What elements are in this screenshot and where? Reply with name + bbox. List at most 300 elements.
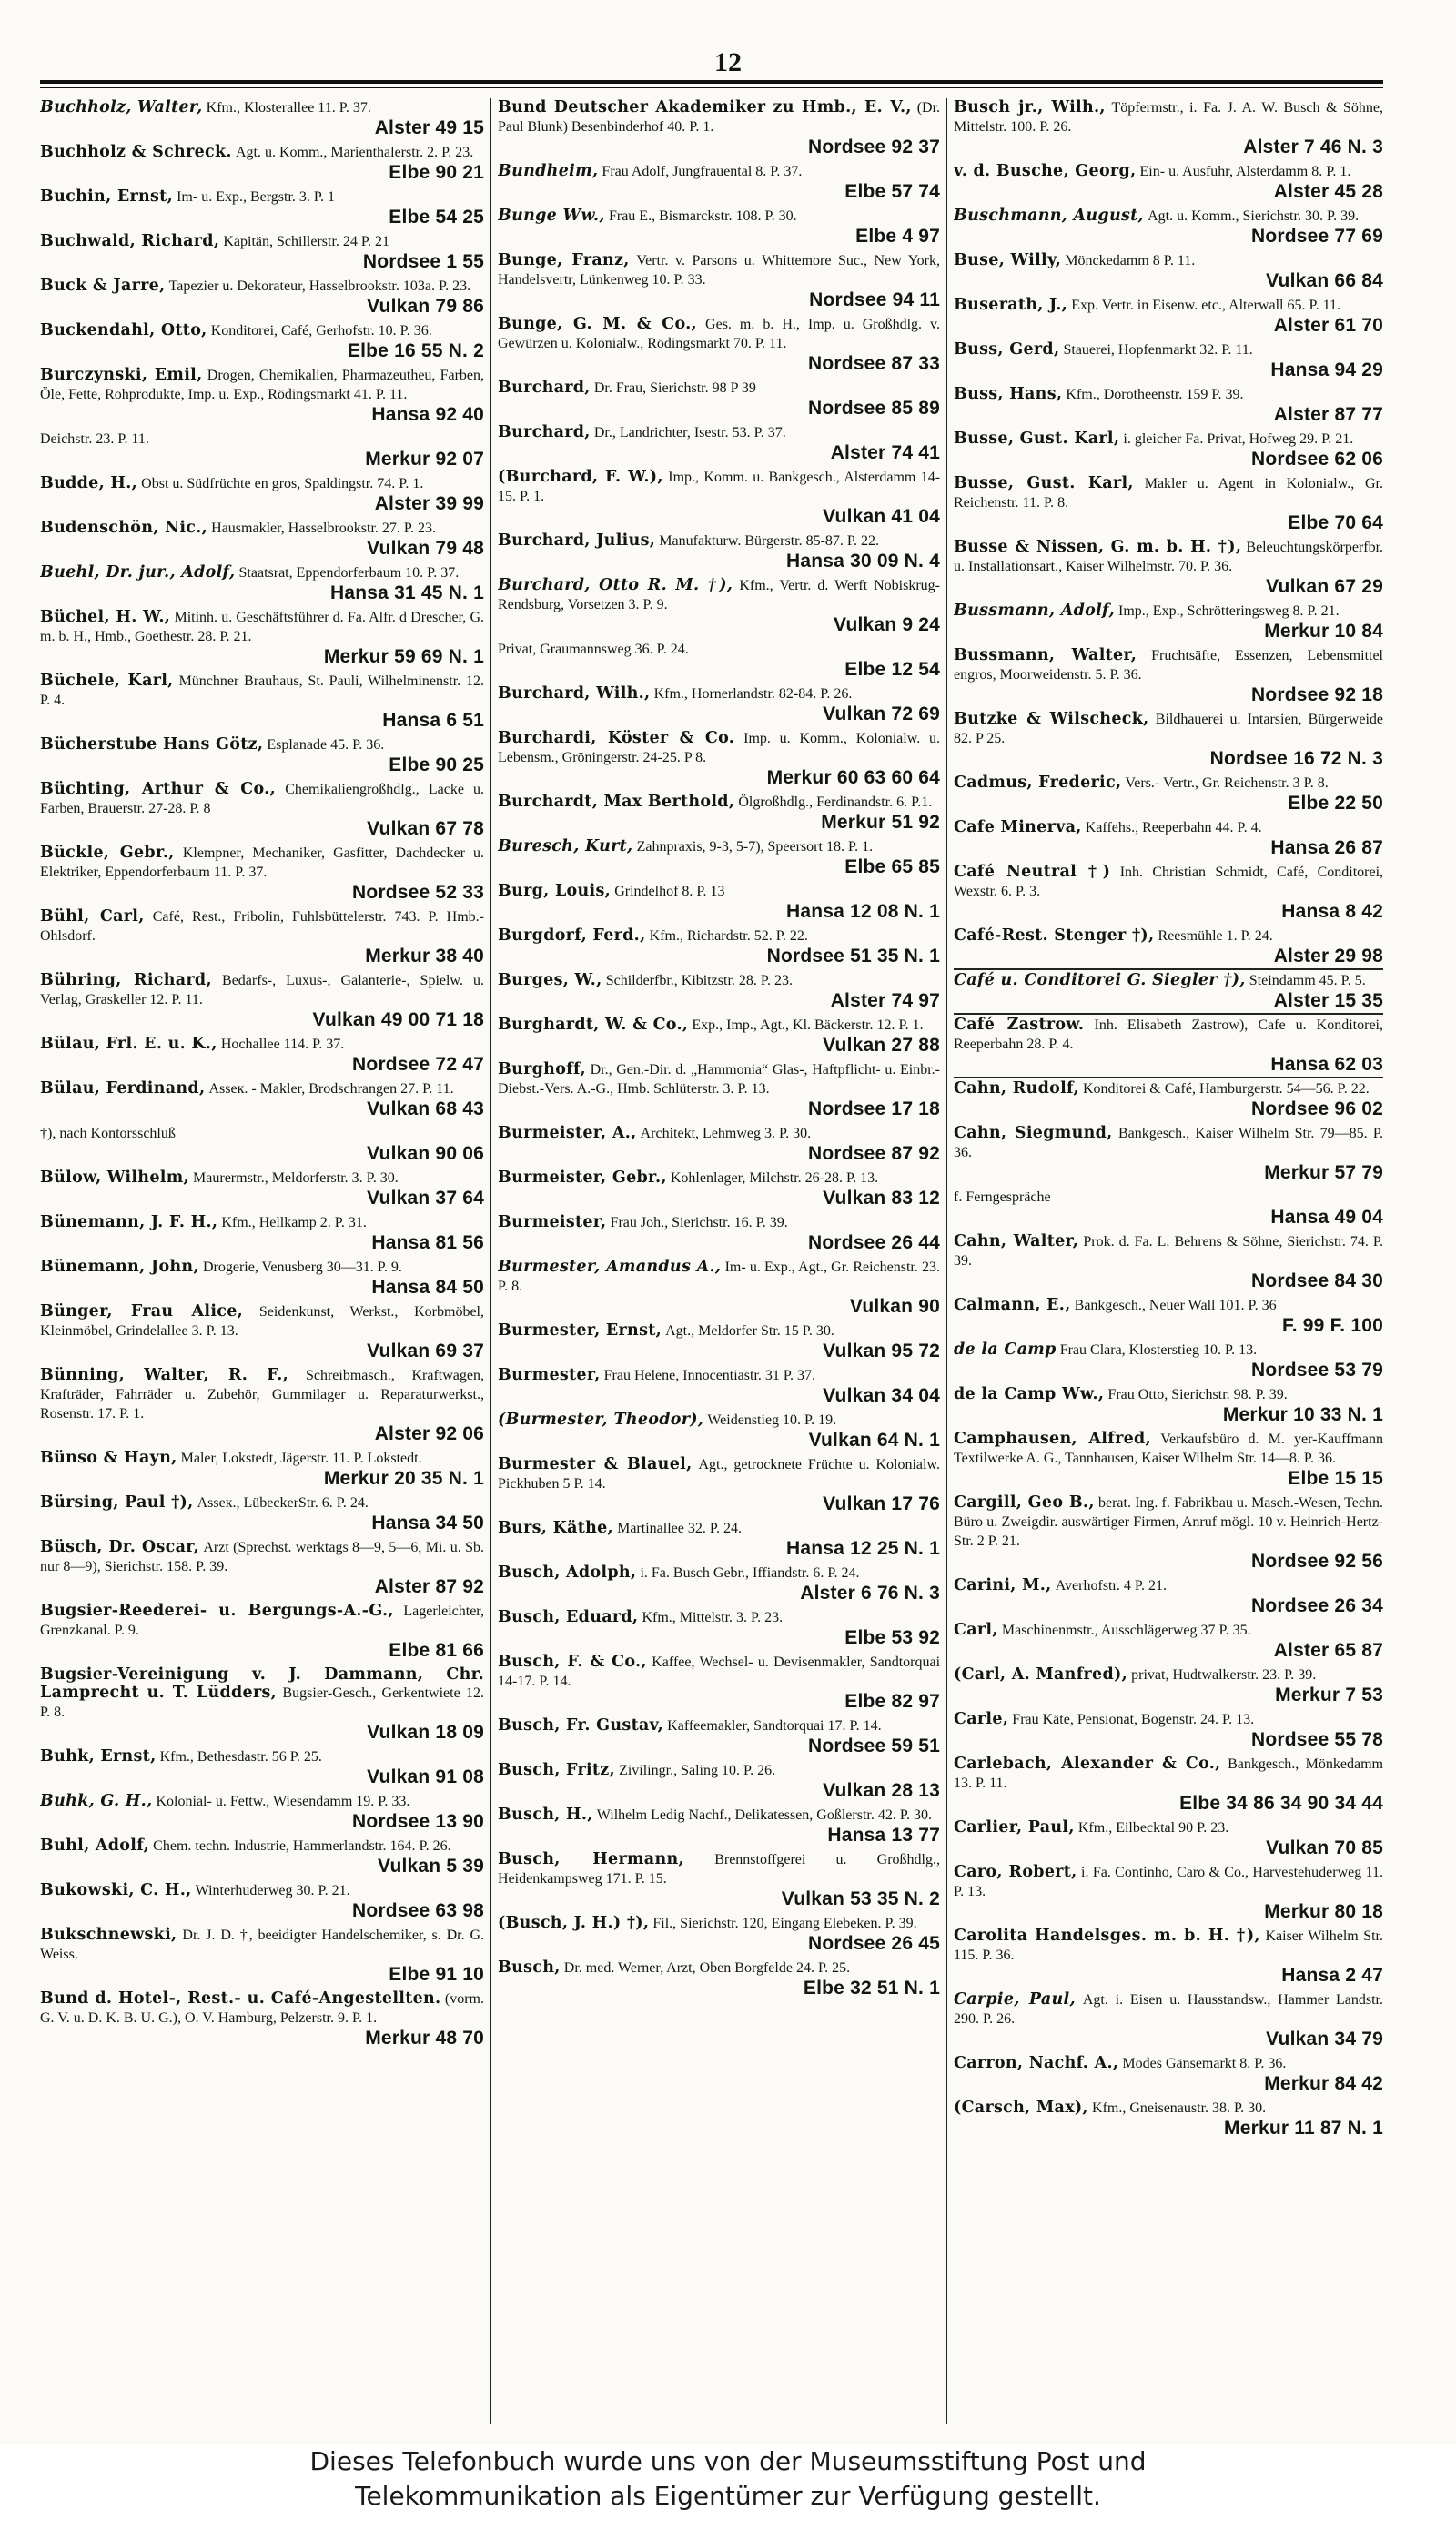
entry-detail: Frau Clara, Klosterstieg 10. P. 13. xyxy=(1059,1342,1258,1358)
directory-entry xyxy=(40,187,484,228)
entry-detail: Frau Otto, Sierichstr. 98. P. 39. xyxy=(1107,1387,1288,1402)
entry-phone-number: Elbe 22 50 xyxy=(1288,793,1383,814)
header-rule xyxy=(40,80,1383,84)
entry-detail: Exp. Vertr. in Eisenw. etc., Alterwall 65. P. 11. xyxy=(1071,298,1340,313)
entry-name: Buhl, Adolf, xyxy=(40,1837,150,1855)
entry-name: Cargill, Geo B., xyxy=(954,1493,1095,1512)
directory-entry xyxy=(40,143,484,184)
entry-phone-number: Elbe 12 54 xyxy=(844,659,940,680)
entry-phone-number: Alster 61 70 xyxy=(1273,315,1383,336)
directory-entry xyxy=(498,98,940,158)
entry-phone-number: Merkur 7 53 xyxy=(1275,1685,1383,1705)
entry-name: Busch, Fritz, xyxy=(498,1761,615,1779)
directory-entry xyxy=(40,672,484,732)
directory-entry xyxy=(954,1430,1383,1490)
entry-name: Bülau, Frl. E. u. K., xyxy=(40,1035,217,1053)
entry-phone-number: Hansa 84 50 xyxy=(371,1277,484,1298)
directory-entry xyxy=(498,531,940,572)
entry-phone-number: Nordsee 92 56 xyxy=(1250,1551,1383,1572)
directory-entry xyxy=(954,1990,1383,2050)
entry-name: (Busch, J. H.) †), xyxy=(498,1914,650,1932)
directory-entry xyxy=(40,1989,484,2049)
entry-detail: Kaiser Wilhelm Str. 115. P. 36. xyxy=(954,1928,1383,1963)
entry-phone-number: Vulkan 69 37 xyxy=(367,1341,484,1361)
entry-name: Bund Deutscher Akademiker zu Hmb., E. V., xyxy=(498,98,912,116)
entry-detail: i. gleicher Fa. Privat, Hofweg 29. P. 21. xyxy=(1123,431,1354,447)
entry-phone-number: Elbe 53 92 xyxy=(844,1627,940,1648)
entry-detail: Grindelhof 8. P. 13 xyxy=(614,884,725,899)
entry-phone-number: Vulkan 90 06 xyxy=(367,1143,484,1164)
entry-name: Bukschnewski, xyxy=(40,1926,177,1944)
entry-name: v. d. Busche, Georg, xyxy=(954,162,1137,180)
directory-entry xyxy=(498,1213,940,1254)
entry-phone-number: Vulkan 66 84 xyxy=(1266,270,1383,291)
entry-phone-number: Nordsee 63 98 xyxy=(351,1900,484,1921)
directory-entry xyxy=(954,1927,1383,1987)
entry-name: Burchardt, Max Berthold, xyxy=(498,793,735,811)
entry-detail: Fil., Sierichstr. 120, Eingang Elebeken. P. 39. xyxy=(652,1916,917,1931)
entry-phone-number: Elbe 54 25 xyxy=(389,207,484,228)
entry-phone-number: Merkur 59 69 N. 1 xyxy=(323,646,484,667)
entry-phone-number: Nordsee 51 35 N. 1 xyxy=(766,946,940,966)
entry-detail: Privat, Graumannsweg 36. P. 24. xyxy=(498,642,689,657)
directory-entry xyxy=(954,863,1383,923)
directory-entry xyxy=(40,1258,484,1299)
directory-entry xyxy=(498,1060,940,1120)
entry-phone-number: Hansa 49 04 xyxy=(1270,1207,1383,1228)
entry-name: Bücherstube Hans Götz, xyxy=(40,735,264,754)
entry-detail: Frau Helene, Innocentiastr. 31 P. 37. xyxy=(603,1368,816,1383)
entry-detail: Asseк. - Makler, Brodschrangen 27. P. 11. xyxy=(208,1081,454,1097)
directory-entry xyxy=(954,1755,1383,1815)
entry-phone-number: Hansa 62 03 xyxy=(1270,1054,1383,1075)
directory-entry xyxy=(40,430,484,471)
entry-name: Buserath, J., xyxy=(954,296,1068,314)
entry-detail: Schreibmasch., Kraftwagen, Krafträder, Fahrräder u. Zubehör, Gummilager u. Reparaturwerkst., Rosenstr. 17. P. 1. xyxy=(40,1368,484,1422)
entry-phone-number: Elbe 4 97 xyxy=(855,226,940,247)
entry-detail: Dr., Gen.-Dir. d. „Hammonia“ Glas-, Haftpflicht- u. Einbr.-Diebst.-Vers. A.-G., Hmb. Schlüterstr. 3. P. 13. xyxy=(498,1062,940,1097)
directory-entry xyxy=(498,1411,940,1452)
entry-detail: f. Ferngespräche xyxy=(954,1189,1051,1205)
entry-name: Carpie, Paul, xyxy=(954,1990,1076,2009)
entry-detail: Dr., Landrichter, Isestr. 53. P. 37. xyxy=(593,425,786,440)
entry-name: Büchting, Arthur & Co., xyxy=(40,780,276,798)
entry-name: Budde, H., xyxy=(40,474,138,492)
directory-entry xyxy=(954,818,1383,859)
entry-name: Busse & Nissen, G. m. b. H. †), xyxy=(954,538,1242,556)
entry-phone-number: Vulkan 41 04 xyxy=(823,506,940,527)
entry-name: Bundheim, xyxy=(498,162,599,180)
entry-phone-number: Alster 15 35 xyxy=(1273,990,1383,1011)
entry-detail: Kfm., Gneisenaustr. 38. P. 30. xyxy=(1092,2100,1267,2116)
entry-detail: Dr. med. Werner, Arzt, Oben Borgfelde 24. P. 25. xyxy=(563,1960,851,1976)
entry-detail: Bankgesch., Kaiser Wilhelm Str. 79—85. P. 36. xyxy=(954,1126,1383,1160)
directory-entry xyxy=(40,1449,484,1490)
entry-name: Busse, Gust. Karl, xyxy=(954,430,1120,448)
directory-entry xyxy=(40,232,484,273)
directory-entry xyxy=(498,1806,940,1847)
entry-phone-number: Merkur 48 70 xyxy=(365,2028,484,2049)
entry-name: Buck & Jarre, xyxy=(40,277,166,295)
entry-name: Bugsier-Vereinigung v. J. Dammann, Chr. Lamprecht u. T. Lüdders, xyxy=(40,1665,484,1702)
entry-detail: Frau Käte, Pensionat, Bogenstr. 24. P. 13. xyxy=(1012,1712,1255,1727)
entry-phone-number: Elbe 15 15 xyxy=(1288,1468,1383,1489)
entry-detail: Ölgroßhdlg., Ferdinandstr. 6. P.1. xyxy=(738,794,933,810)
entry-name: (Carl, A. Manfred), xyxy=(954,1665,1127,1684)
entry-name: Burmester, Amandus A., xyxy=(498,1258,722,1276)
directory-entry xyxy=(954,1296,1383,1337)
entry-detail: Ein- u. Ausfuhr, Alsterdamm 8. P. 1. xyxy=(1139,164,1351,179)
entry-phone-number: Alster 6 76 N. 3 xyxy=(800,1583,940,1604)
directory-entry xyxy=(954,1710,1383,1751)
entry-phone-number: Vulkan 68 43 xyxy=(367,1098,484,1119)
entry-phone-number: Vulkan 34 04 xyxy=(823,1385,940,1406)
entry-phone-number: Elbe 90 21 xyxy=(389,162,484,183)
entry-name: Busse, Gust. Karl, xyxy=(954,474,1134,492)
directory-entry xyxy=(40,1602,484,1662)
directory-entry xyxy=(498,1914,940,1955)
directory-entry xyxy=(40,1302,484,1362)
entry-phone-number: Hansa 31 45 N. 1 xyxy=(330,582,484,603)
entry-detail: Arzt (Sprechst. werktags 8—9, 5—6, Mi. u. Sb. nur 8—9), Sierichstr. 158. P. 39. xyxy=(40,1540,484,1574)
entry-detail: Exp., Imp., Agt., Kl. Bäckerstr. 12. P. 1. xyxy=(692,1017,924,1033)
entry-name: Burmester, xyxy=(498,1366,601,1384)
directory-entry xyxy=(498,837,940,878)
directory-entry xyxy=(498,1564,940,1604)
entry-detail: Bankgesch., Neuer Wall 101. P. 36 xyxy=(1074,1298,1277,1313)
directory-entry xyxy=(954,2099,1383,2140)
directory-entry xyxy=(498,1124,940,1165)
entry-detail: Martinallee 32. P. 24. xyxy=(617,1521,742,1536)
column-2 xyxy=(498,98,940,2424)
entry-phone-number: Merkur 84 42 xyxy=(1264,2073,1383,2094)
entry-detail: Beleuchtungskörperfbr. u. Installationsart., Kaiser Wilhelmstr. 70. P. 36. xyxy=(954,540,1383,574)
entry-detail: Dr. Frau, Sierichstr. 98 P 39 xyxy=(593,380,756,396)
entry-phone-number: Alster 49 15 xyxy=(374,117,484,138)
entry-phone-number: Vulkan 79 48 xyxy=(367,538,484,559)
directory-entry xyxy=(954,1818,1383,1859)
directory-entry xyxy=(954,538,1383,598)
directory-entry xyxy=(40,1493,484,1534)
entry-name: Bünemann, John, xyxy=(40,1258,199,1276)
directory-entry xyxy=(954,162,1383,203)
entry-detail: Kolonial- u. Fettw., Wiesendamm 19. P. 33. xyxy=(156,1794,410,1809)
entry-name: Burchardi, Köster & Co. xyxy=(498,729,735,747)
entry-phone-number: Alster 45 28 xyxy=(1273,181,1383,202)
entry-detail: Bankgesch., Mönkedamm 13. P. 11. xyxy=(954,1756,1383,1791)
directory-entry xyxy=(954,971,1383,1012)
directory-entry xyxy=(954,710,1383,770)
entry-detail: (vorm. G. V. u. D. K. B. U. G.), O. V. Hamburg, Pelzerstr. 9. P. 1. xyxy=(40,1991,484,2026)
directory-entry xyxy=(498,882,940,923)
entry-phone-number: Elbe 70 64 xyxy=(1288,512,1383,533)
entry-phone-number: Vulkan 9 24 xyxy=(834,614,940,635)
directory-entry xyxy=(954,1385,1383,1426)
directory-entry xyxy=(498,251,940,311)
entry-name: Bunge, G. M. & Co., xyxy=(498,315,697,333)
entry-detail: Architekt, Lehmweg 3. P. 30. xyxy=(640,1126,812,1141)
entry-name: Buss, Hans, xyxy=(954,385,1063,403)
directory-entry xyxy=(40,1792,484,1833)
directory-entry xyxy=(498,576,940,636)
directory-entry xyxy=(954,646,1383,706)
entry-name: Café Neutral †) xyxy=(954,863,1111,881)
entry-detail: privat, Hudtwalkerstr. 23. P. 39. xyxy=(1131,1667,1317,1683)
entry-phone-number: Hansa 2 47 xyxy=(1281,1965,1383,1986)
entry-name: Burmester, Ernst, xyxy=(498,1321,662,1340)
entry-detail: Im- u. Exp., Bergstr. 3. P. 1 xyxy=(177,189,336,205)
entry-phone-number: Nordsee 77 69 xyxy=(1250,226,1383,247)
entry-detail: Mönckedamm 8 P. 11. xyxy=(1065,253,1196,268)
entry-phone-number: Alster 87 77 xyxy=(1273,404,1383,425)
directory-columns xyxy=(40,98,1383,2424)
directory-entry xyxy=(954,2054,1383,2095)
entry-phone-number: Nordsee 53 79 xyxy=(1250,1360,1383,1381)
entry-name: Busch, xyxy=(498,1958,561,1977)
entry-name: Busch jr., Wilh., xyxy=(954,98,1106,116)
entry-name: Carl, xyxy=(954,1621,998,1639)
entry-detail: Kfm., Vertr. d. Werft Nobiskrug-Rendsburg, Vorsetzen 3. P. 9. xyxy=(498,578,940,612)
entry-detail: Asseк., LübeckerStr. 6. P. 24. xyxy=(197,1495,369,1511)
directory-entry xyxy=(40,1881,484,1922)
entry-name: Bünning, Walter, R. F., xyxy=(40,1366,289,1384)
entry-detail: Imp. u. Komm., Kolonialw. u. Lebensm., Gröningerstr. 24-25. P 8. xyxy=(498,731,940,765)
entry-detail: Drogen, Chemikalien, Pharmazeutheu, Farben, Öle, Fette, Rohprodukte, Imp. u. Exp., Rödingsmarkt 41. P. 11. xyxy=(40,368,484,402)
entry-name: Buhk, G. H., xyxy=(40,1792,153,1810)
directory-entry xyxy=(954,98,1383,158)
ownership-notice xyxy=(0,2444,1456,2530)
directory-entry xyxy=(40,1837,484,1877)
entry-name: Carron, Nachf. A., xyxy=(954,2054,1119,2072)
entry-detail: Klempner, Mechaniker, Gasfitter, Dachdecker u. Elektriker, Eppendorferbaum 11. P. 37. xyxy=(40,845,484,880)
entry-name: Busch, H., xyxy=(498,1806,593,1824)
entry-phone-number: Elbe 90 25 xyxy=(389,754,484,775)
entry-name: Burg, Louis, xyxy=(498,882,612,900)
directory-entry xyxy=(954,1863,1383,1923)
entry-phone-number: Elbe 32 51 N. 1 xyxy=(803,1978,940,1999)
entry-detail: Kaffee, Wechsel- u. Devisenmakler, Sandtorquai 14-17. P. 14. xyxy=(498,1655,940,1689)
entry-name: Butzke & Wilscheck, xyxy=(954,710,1149,728)
directory-entry xyxy=(498,1958,940,1999)
directory-entry xyxy=(498,162,940,203)
entry-detail: Reesmühle 1. P. 24. xyxy=(1158,928,1273,944)
entry-detail: Agt. u. Komm., Sierichstr. 30. P. 39. xyxy=(1148,208,1360,224)
entry-name: Burchard, Julius, xyxy=(498,531,656,550)
directory-entry xyxy=(498,1716,940,1757)
entry-phone-number: Elbe 34 86 34 90 34 44 xyxy=(1179,1793,1383,1814)
entry-detail: Hausmakler, Hasselbrookstr. 27. P. 23. xyxy=(211,521,437,536)
entry-phone-number: Hansa 26 87 xyxy=(1270,837,1383,858)
entry-name: Cahn, Walter, xyxy=(954,1232,1079,1250)
entry-name: Busch, Fr. Gustav, xyxy=(498,1716,664,1735)
directory-entry xyxy=(40,98,484,139)
entry-detail: Inh. Christian Schmidt, Café, Conditorei, Wexstr. 6. P. 3. xyxy=(954,865,1383,899)
entry-name: Bukowski, C. H., xyxy=(40,1881,192,1899)
entry-phone-number: Nordsee 59 51 xyxy=(807,1736,940,1756)
entry-detail: Café, Rest., Fribolin, Fuhlsbüttelerstr. 743. P. Hmb.-Ohlsdorf. xyxy=(40,909,484,944)
entry-detail: Vers.- Vertr., Gr. Reichenstr. 3 P. 8. xyxy=(1125,775,1329,791)
entry-phone-number: Vulkan 72 69 xyxy=(823,703,940,724)
entry-detail: †), nach Kontorsschluß xyxy=(40,1126,176,1141)
entry-detail: Kfm., Klosterallee 11. P. 37. xyxy=(206,100,371,116)
directory-entry xyxy=(40,563,484,604)
entry-name: Calmann, E., xyxy=(954,1296,1071,1314)
entry-detail: i. Fa. Continho, Caro & Co., Harvestehuderweg 11. P. 13. xyxy=(954,1865,1383,1899)
entry-phone-number: Nordsee 87 33 xyxy=(807,353,940,374)
entry-detail: berat. Ing. f. Fabrikbau u. Masch.-Wesen, Techn. Büro u. Zweigdir. auswärtiger Firmen, Anruf mögl. 10 v. Heinrich-Hertz-Str. 2 P. 21. xyxy=(954,1495,1383,1549)
directory-entry xyxy=(40,1747,484,1788)
entry-name: Buse, Willy, xyxy=(954,251,1062,269)
entry-name: Büchele, Karl, xyxy=(40,672,174,690)
entry-detail: Winterhuderweg 30. P. 21. xyxy=(195,1883,350,1898)
entry-name: Burchard, xyxy=(498,423,591,441)
directory-entry xyxy=(954,207,1383,248)
entry-detail: Münchner Brauhaus, St. Pauli, Wilhelminenstr. 12. P. 4. xyxy=(40,673,484,708)
entry-name: Burchard, Otto R. M. †), xyxy=(498,576,733,594)
entry-detail: Kfm., Hornerlandstr. 82-84. P. 26. xyxy=(653,686,853,702)
directory-entry xyxy=(954,251,1383,292)
entry-detail: Chemikaliengroßhdlg., Lacke u. Farben, Brauerstr. 27-28. P. 8 xyxy=(40,782,484,816)
directory-entry xyxy=(40,1665,484,1744)
entry-name: Bühring, Richard, xyxy=(40,971,212,989)
entry-name: Buckendahl, Otto, xyxy=(40,321,207,339)
entry-name: Cahn, Siegmund, xyxy=(954,1124,1113,1142)
entry-detail: Maschinenmstr., Ausschlägerweg 37 P. 35. xyxy=(1001,1623,1251,1638)
entry-phone-number: Vulkan 28 13 xyxy=(823,1780,940,1801)
entry-name: Buss, Gerd, xyxy=(954,340,1060,359)
entry-phone-number: Hansa 92 40 xyxy=(371,404,484,425)
entry-detail: Staatsrat, Eppendorferbaum 10. P. 37. xyxy=(238,565,460,581)
entry-detail: Imp., Komm. u. Bankgesch., Alsterdamm 14-15. P. 1. xyxy=(498,470,940,504)
entry-name: Bunge, Franz, xyxy=(498,251,630,269)
entry-name: Burchard, Wilh., xyxy=(498,684,651,703)
entry-phone-number: Nordsee 17 18 xyxy=(807,1098,940,1119)
entry-detail: Frau E., Bismarckstr. 108. P. 30. xyxy=(608,208,797,224)
entry-name: Cafe Minerva, xyxy=(954,818,1082,836)
entry-name: (Carsch, Max), xyxy=(954,2099,1088,2117)
entry-detail: Weidenstieg 10. P. 19. xyxy=(707,1412,837,1428)
entry-name: Bülow, Wilhelm, xyxy=(40,1169,189,1187)
entry-phone-number: Nordsee 72 47 xyxy=(351,1054,484,1075)
entry-phone-number: Merkur 60 63 60 64 xyxy=(766,767,940,788)
entry-detail: Kaffeemakler, Sandtorquai 17. P. 14. xyxy=(667,1718,882,1734)
entry-phone-number: Nordsee 84 30 xyxy=(1250,1270,1383,1291)
entry-detail: Frau Joh., Sierichstr. 16. P. 39. xyxy=(610,1215,788,1230)
directory-entry xyxy=(954,602,1383,643)
directory-entry xyxy=(498,315,940,375)
entry-name: de la Camp xyxy=(954,1341,1057,1359)
entry-name: Cahn, Rudolf, xyxy=(954,1079,1079,1098)
entry-name: Buchholz, Walter, xyxy=(40,98,203,116)
directory-entry xyxy=(954,1576,1383,1617)
entry-detail: i. Fa. Busch Gebr., Iffiandstr. 6. P. 24. xyxy=(640,1565,860,1581)
entry-name: Busch, Adolph, xyxy=(498,1564,637,1582)
column-divider xyxy=(490,98,491,2424)
entry-phone-number: Nordsee 26 34 xyxy=(1250,1595,1383,1616)
entry-phone-number: Nordsee 96 02 xyxy=(1250,1098,1383,1119)
entry-name: Café Zastrow. xyxy=(954,1016,1085,1034)
directory-entry xyxy=(40,321,484,362)
entry-name: Bussmann, Walter, xyxy=(954,646,1138,664)
entry-detail: Agt. i. Eisen u. Hausstandsw., Hammer Landstr. 290. P. 26. xyxy=(954,1992,1383,2027)
entry-name: Carolita Handelsges. m. b. H. †), xyxy=(954,1927,1260,1945)
entry-phone-number: Nordsee 92 37 xyxy=(807,137,940,157)
entry-detail: Dr. J. D. †, beeidigter Handelschemiker, s. Dr. G. Weiss. xyxy=(40,1928,484,1962)
entry-phone-number: Alster 74 41 xyxy=(830,442,940,463)
entry-detail: Agt., getrocknete Früchte u. Kolonialw. Pickhuben 5 P. 14. xyxy=(498,1457,940,1492)
entry-phone-number: Vulkan 90 xyxy=(849,1296,940,1317)
entry-phone-number: Vulkan 64 N. 1 xyxy=(808,1430,940,1451)
directory-entry xyxy=(40,1079,484,1120)
entry-detail: Schilderfbr., Kibitzstr. 28. P. 23. xyxy=(605,973,794,988)
entry-phone-number: Alster 39 99 xyxy=(374,493,484,514)
entry-phone-number: Nordsee 52 33 xyxy=(351,882,484,903)
entry-name: Bünemann, J. F. H., xyxy=(40,1213,218,1231)
entry-detail: Ges. m. b. H., Imp. u. Großhdlg. v. Gewürzen u. Kolonialw., Rödingsmarkt 70. P. 11. xyxy=(498,317,940,351)
entry-detail: Kaffehs., Reeperbahn 44. P. 4. xyxy=(1085,820,1262,835)
entry-phone-number: Vulkan 49 00 71 18 xyxy=(312,1009,484,1030)
entry-detail: Chem. techn. Industrie, Hammerlandstr. 164. P. 26. xyxy=(153,1838,451,1854)
directory-entry xyxy=(498,1169,940,1209)
entry-phone-number: Hansa 81 56 xyxy=(371,1232,484,1253)
entry-phone-number: Alster 74 97 xyxy=(830,990,940,1011)
entry-detail: Kfm., Hellkamp 2. P. 31. xyxy=(221,1215,367,1230)
entry-name: Bünger, Frau Alice, xyxy=(40,1302,244,1321)
directory-entry xyxy=(40,1169,484,1209)
entry-phone-number: Vulkan 79 86 xyxy=(367,296,484,317)
entry-detail: Vertr. v. Parsons u. Whittemore Suc., New York, Handelsvertr, Lünkenweg 10. P. 33. xyxy=(498,253,940,288)
directory-entry xyxy=(40,1926,484,1986)
entry-name: Burczynski, Emil, xyxy=(40,366,203,384)
entry-name: Bussmann, Adolf, xyxy=(954,602,1115,620)
entry-phone-number: Nordsee 85 89 xyxy=(807,398,940,419)
entry-detail: Prok. d. Fa. L. Behrens & Söhne, Sierichstr. 74. P. 39. xyxy=(954,1234,1383,1269)
entry-name: Busch, Eduard, xyxy=(498,1608,639,1626)
entry-name: Burmeister, Gebr., xyxy=(498,1169,667,1187)
entry-detail: Drogerie, Venusberg 30—31. P. 9. xyxy=(202,1260,402,1275)
ownership-notice-line-1: Dieses Telefonbuch wurde uns von der Museumsstiftung Post und xyxy=(309,2446,1147,2476)
directory-entry xyxy=(498,207,940,248)
directory-entry xyxy=(498,1850,940,1910)
entry-phone-number: Vulkan 83 12 xyxy=(823,1188,940,1209)
directory-entry xyxy=(498,1258,940,1318)
entry-name: Burchard, xyxy=(498,379,591,397)
directory-entry xyxy=(498,1366,940,1407)
entry-name: Burghoff, xyxy=(498,1060,586,1078)
entry-name: Burs, Käthe, xyxy=(498,1519,613,1537)
entry-name: Carle, xyxy=(954,1710,1009,1728)
directory-entry xyxy=(498,971,940,1012)
entry-phone-number: Nordsee 92 18 xyxy=(1250,684,1383,705)
entry-phone-number: Elbe 81 66 xyxy=(389,1640,484,1661)
directory-entry xyxy=(954,1124,1383,1184)
entry-name: Burges, W., xyxy=(498,971,602,989)
entry-phone-number: Nordsee 62 06 xyxy=(1250,449,1383,470)
entry-name: Bund d. Hotel-, Rest.- u. Café-Angestellten. xyxy=(40,1989,441,2008)
entry-detail: Esplanade 45. P. 36. xyxy=(267,737,385,753)
entry-name: Caro, Robert, xyxy=(954,1863,1077,1881)
directory-entry xyxy=(40,907,484,967)
entry-name: Café-Rest. Stenger †), xyxy=(954,926,1155,945)
entry-phone-number: Vulkan 18 09 xyxy=(367,1722,484,1743)
entry-phone-number: Nordsee 1 55 xyxy=(362,251,484,272)
entry-phone-number: Nordsee 13 90 xyxy=(351,1811,484,1832)
entry-detail: Kfm., Richardstr. 52. P. 22. xyxy=(649,928,808,944)
directory-entry xyxy=(954,1621,1383,1662)
entry-detail: Bildhauerei u. Intarsien, Bürgerweide 82. P 25. xyxy=(954,712,1383,746)
entry-name: Buhk, Ernst, xyxy=(40,1747,157,1766)
entry-detail: Frau Adolf, Jungfrauental 8. P. 37. xyxy=(602,164,803,179)
